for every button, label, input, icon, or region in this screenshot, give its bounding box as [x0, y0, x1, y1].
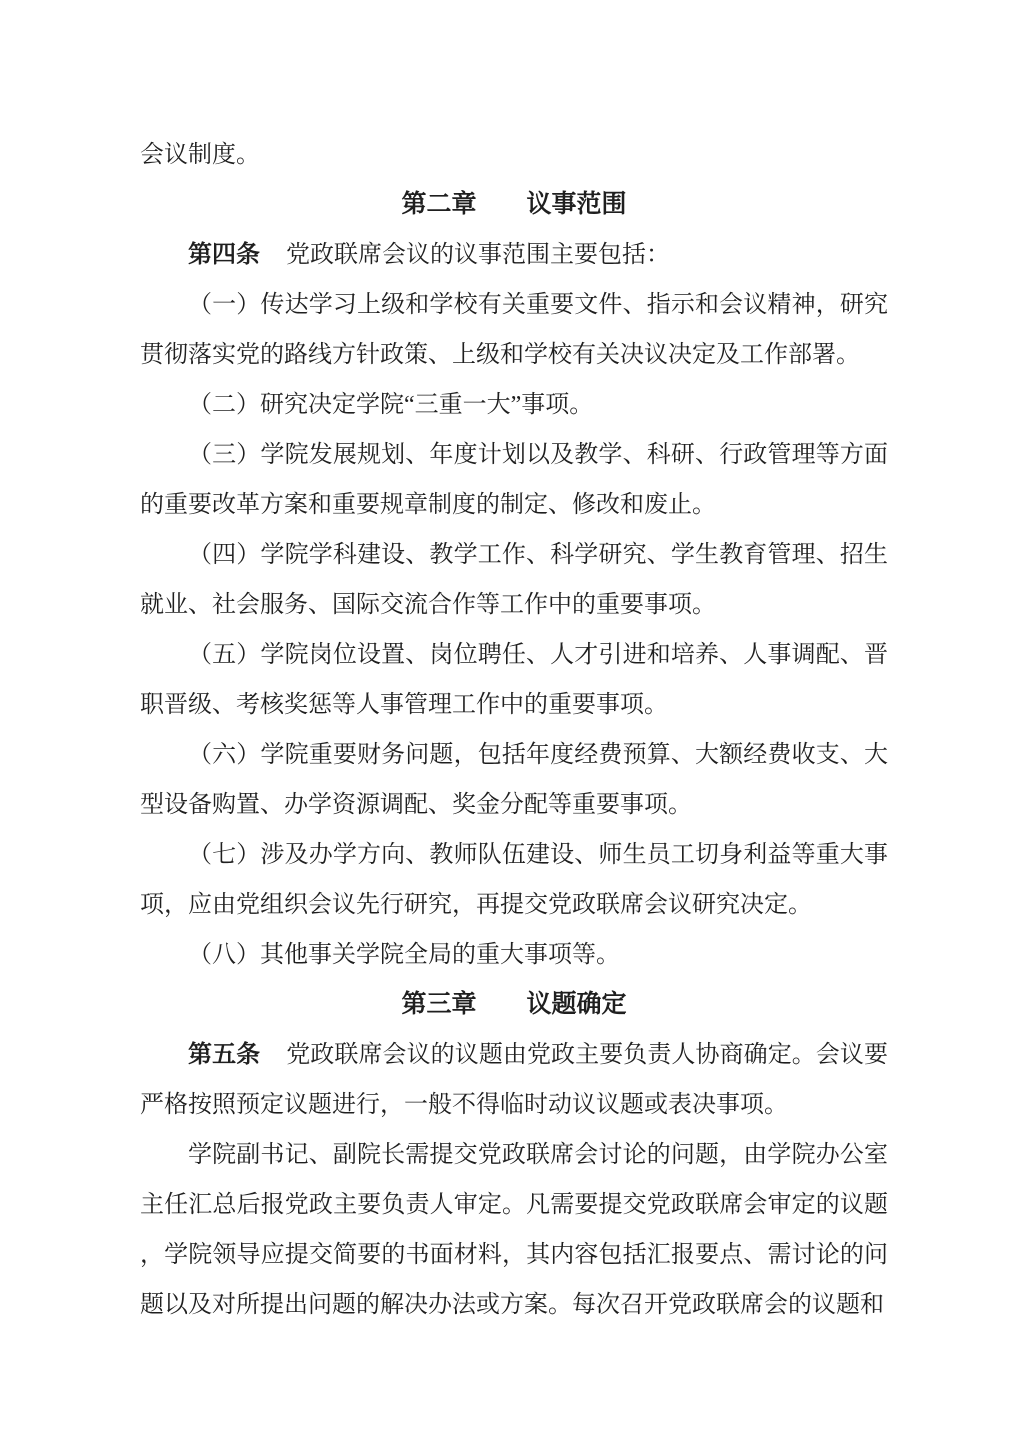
chapter-heading [140, 980, 888, 1030]
text-line: 项，应由党组织会议先行研究，再提交党政联席会议研究决定。 [140, 892, 812, 918]
text-line: 题以及对所提出问题的解决办法或方案。每次召开党政联席会的议题和 [140, 1292, 884, 1318]
text-line: （三）学院发展规划、年度计划以及教学、科研、行政管理等方面 [188, 442, 888, 468]
article-line [140, 1030, 888, 1080]
text-line: （八）其他事关学院全局的重大事项等。 [188, 942, 620, 968]
text-line: （六）学院重要财务问题，包括年度经费预算、大额经费收支、大 [188, 742, 888, 768]
text-line: （五）学院岗位设置、岗位聘任、人才引进和培养、人事调配、晋 [188, 642, 888, 668]
text-line: 主任汇总后报党政主要负责人审定。凡需要提交党政联席会审定的议题 [140, 1192, 888, 1218]
text-line: 职晋级、考核奖惩等人事管理工作中的重要事项。 [140, 692, 668, 718]
chapter-title: 议题确定 [526, 991, 627, 1018]
text-line: 就业、社会服务、国际交流合作等工作中的重要事项。 [140, 592, 716, 618]
text-line: 贯彻落实党的路线方针政策、上级和学校有关决议决定及工作部署。 [140, 342, 860, 368]
text-line: 型设备购置、办学资源调配、奖金分配等重要事项。 [140, 792, 692, 818]
article-line [140, 230, 888, 280]
chapter-title: 议事范围 [526, 191, 627, 218]
chapter-heading [140, 180, 888, 230]
text-line: （二）研究决定学院“三重一大”事项。 [188, 392, 594, 418]
text-line: 严格按照预定议题进行，一般不得临时动议议题或表决事项。 [140, 1092, 788, 1118]
article-text: 党政联席会议的议题由党政主要负责人协商确定。会议要 [286, 1042, 888, 1068]
text-line: （一）传达学习上级和学校有关重要文件、指示和会议精神，研究 [188, 292, 888, 318]
text-line: （七）涉及办学方向、教师队伍建设、师生员工切身利益等重大事 [188, 842, 888, 868]
chapter-number: 第三章 [401, 991, 477, 1018]
article-text: 党政联席会议的议事范围主要包括： [286, 242, 670, 268]
text-line: （四）学院学科建设、教学工作、科学研究、学生教育管理、招生 [188, 542, 888, 568]
document-content [140, 130, 888, 1330]
article-number: 第四条 [188, 242, 260, 268]
text-line: ，学院领导应提交简要的书面材料，其内容包括汇报要点、需讨论的问 [140, 1242, 888, 1268]
text-line: 会议制度。 [140, 142, 260, 168]
chapter-number: 第二章 [401, 191, 477, 218]
article-number: 第五条 [188, 1042, 261, 1068]
text-line: 学院副书记、副院长需提交党政联席会讨论的问题，由学院办公室 [188, 1142, 888, 1168]
text-line: 的重要改革方案和重要规章制度的制定、修改和废止。 [140, 492, 716, 518]
